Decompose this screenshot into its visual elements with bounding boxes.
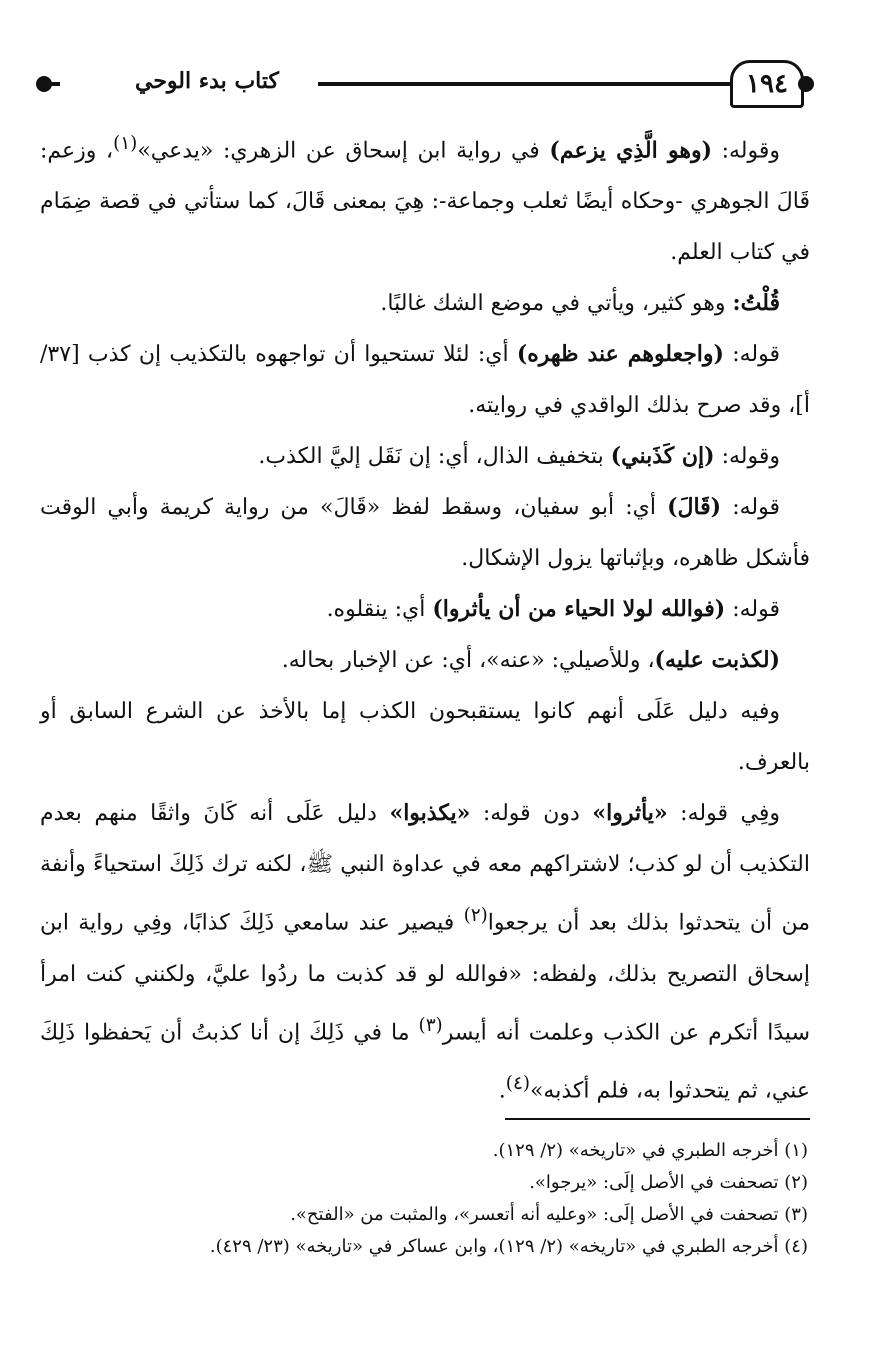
paragraph-p5: قوله: (قَالَ) أي: أبو سفيان، وسقط لفظ «قَالَ» من رواية كريمة وأبي الوقت فأشكل ظاهره، وبإثباتها يزول الإشكال. bbox=[40, 494, 810, 572]
paragraph-p4: وقوله: (إن كَذَبني) بتخفيف الذال، أي: إن نَقَل إليَّ الكذب. bbox=[258, 443, 780, 470]
paragraph-p7: (لكذبت عليه)، وللأصيلي: «عنه»، أي: عن الإخبار بحاله. bbox=[281, 647, 780, 674]
paragraph-p8: وفيه دليل عَلَى أنهم كانوا يستقبحون الكذب إما بالأخذ عن الشرع السابق أو بالعرف. bbox=[40, 699, 810, 776]
footnotes bbox=[40, 1135, 810, 1263]
paragraph-p3: قوله: (واجعلوهم عند ظهره) أي: لئلا تستحيوا أن تواجهوه بالتكذيب إن كذب [٣٧/أ]، وقد صرح بذلك الواقدي في روايته. bbox=[40, 341, 810, 419]
header-right-ornament-dot bbox=[798, 76, 814, 92]
footnote-1: (١) أخرجه الطبري في «تاريخه» (٢/ ١٢٩). bbox=[492, 1140, 808, 1161]
header-left-rule bbox=[48, 82, 60, 86]
paragraph-p9: وفِي قوله: «يأثروا» دون قوله: «يكذبوا» دليل عَلَى أنه كَانَ واثقًا منهم بعدم التكذيب أن لو كذب؛ لاشتراكهم معه في عداوة النبي ﷺ، لكنه ترك ذَلِكَ استحياءً وأنفة من أن يتحدثوا بذلك بعد أن يرجعوا$^{(٢)}$ فيصير عند سامعي ذَلِكَ كذابًا، وفِي رواية ابن إسحاق التصريح بذلك، ولفظه: «فوالله لو قد كذبت ما ردُوا عليَّ، ولكنني كنت امرأ سيدًا أتكرم عن الكذب وعلمت أنه أيسر$^{(٣)}$ ما في ذَلِكَ إن أنا كذبتُ أن يَحفظوا ذَلِكَ عني، ثم يتحدثوا به، فلم أكذبه»$^{(٤)}$. bbox=[40, 800, 811, 1104]
footnote-4: (٤) أخرجه الطبري في «تاريخه» (٢/ ١٢٩)، وابن عساكر في «تاريخه» (٢٣/ ٤٢٩). bbox=[209, 1236, 808, 1257]
running-title: كتاب بدء الوحي bbox=[135, 68, 279, 94]
page-number: ١٩٤ bbox=[730, 60, 804, 108]
footnote-2: (٢) تصحفت في الأصل إلَى: «يرجوا». bbox=[529, 1172, 808, 1193]
footnote-separator bbox=[505, 1118, 810, 1120]
body-text bbox=[40, 118, 810, 1116]
footnote-3: (٣) تصحفت في الأصل إلَى: «وعليه أنه أتعسر»، والمثبت من «الفتح». bbox=[290, 1204, 808, 1225]
paragraph-p2: قُلْتُ: وهو كثير، ويأتي في موضع الشك غالبًا. bbox=[380, 290, 780, 317]
header-rule bbox=[318, 82, 732, 86]
paragraph-p6: قوله: (فوالله لولا الحياء من أن يأثروا) أي: ينقلوه. bbox=[326, 596, 780, 623]
paragraph-p1: وقوله: (وهو الَّذِي يزعم) في رواية ابن إسحاق عن الزهري: «يدعي»$^{(١)}$، وزعم: قَالَ الجوهري -وحكاه أيضًا ثعلب وجماعة-: هِيَ بمعنى قَالَ، كما ستأتي في قصة ضِمَام في كتاب العلم. bbox=[40, 133, 810, 266]
page-header bbox=[30, 58, 835, 108]
